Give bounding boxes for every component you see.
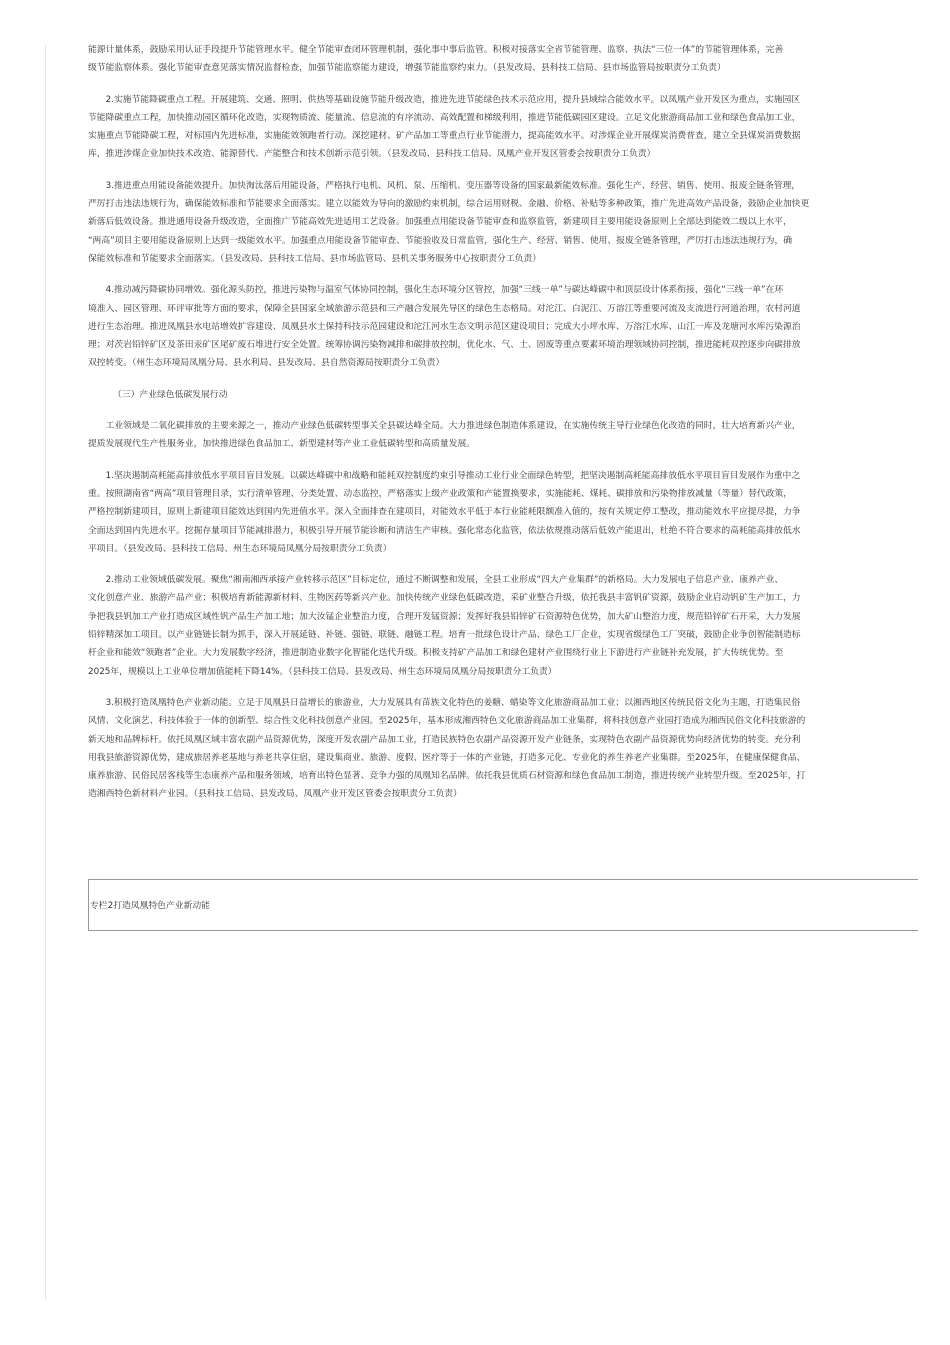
paragraph-item-2-energy-saving-projects: [88, 91, 906, 164]
text-line: 实施重点节能降碳工程，对标国内先进标准，实施能效领跑者行动。深挖建材、矿产品加工等重点行业节能潜力，提高能效水平。对涉煤企业开展煤炭消费普查，建立全县煤炭消费数据: [88, 131, 801, 142]
text-line: “两高”项目主要用能设备原则上达到一级能效水平。加强重点用能设备节能审查、节能验收及日常监管，强化生产、经营、销售、使用、报废全链条管理，严厉打击违法违规行为，确: [88, 235, 793, 246]
text-line: 境准入、园区管理、环评审批等方面的要求，保障全县国家全域旅游示范县和三产融合发展先导区的绿色生态格局。对沱江、白泥江、万溶江等重要河流及支流进行河道治理，农村河道: [88, 303, 801, 314]
text-line: 新天地和品牌标杆。依托凤凰区域丰富农副产品资源优势，深度开发农副产品加工业，打造民族特色农副产品资源开发产业链条，实现特色农副产品资源优势向经济优势的转变。充分利: [88, 734, 801, 745]
text-line: 用我县旅游资源优势，建成旅居养老基地与养老共享住宿，建设集商业、旅游、度假、医疗等于一体的产业链，打造多元化、专业化的养生养老产业集群。至2025年，在健康保健食品、: [88, 752, 806, 763]
page-left-rule: [45, 45, 46, 1300]
text-line: 进行生态治理。推进凤凰县水电站增效扩容建设、凤凰县水土保持科技示范园建设和沱江河水生态文明示范区建设项目；完成大小坪水库、万溶江水库、山江一库及龙塘河水库污染源治: [88, 321, 801, 332]
text-line: 2.推动工业领域低碳发展。聚焦“湘南湘西承接产业转移示范区”目标定位，通过不断调整和发展，全县工业形成“四大产业集群”的新格局。大力发展电子信息产业、康养产业、: [88, 575, 784, 586]
text-line: 重。按照湖南省“两高”项目管理目录，实行清单管理、分类处置、动态监控，严格落实上级产业政策和产能置换要求，实施能耗、煤耗、碳排放和污染物排放减量（等量）替代政策，: [88, 488, 793, 499]
text-line: 文化创意产业、旅游产品产业；积极培育新能源新材料、生物医药等新兴产业。加快传统产业绿色低碳改造，采矿业整合升级，依托我县丰富钒矿资源，鼓励企业启动钒矿生产加工，力: [88, 593, 801, 604]
text-line: 铅锌精深加工项目。以产业链链长制为抓手，深入开展延链、补链、强链、联链、融链工程。培育一批绿色设计产品、绿色工厂企业，实现省级绿色工厂突破，鼓励企业争创智能制造标: [88, 630, 801, 641]
text-line: 双控转变。（州生态环境局凤凰分局、县水利局、县发改局、县自然资源局按职责分工负责）: [88, 358, 445, 369]
text-line: 提质发展现代生产性服务业，加快推进绿色食品加工、新型建材等产业工业低碳转型和高质量发展。: [88, 439, 476, 450]
text-line: 严厉打击违法违规行为，确保能效标准和节能要求全面落实。建立以能效为导向的激励约束机制，综合运用财税、金融、价格、补贴等多种政策，推广先进高效产品设备，鼓励企业加快更: [88, 199, 810, 210]
section-heading: [88, 386, 906, 404]
section-heading-text: （三）产业绿色低碳发展行动: [113, 389, 228, 400]
text-line: 3.推进重点用能设备能效提升。加快淘汰落后用能设备，严格执行电机、风机、泵、压缩机、变压器等设备的国家最新能效标准。强化生产、经营、销售、使用、报废全链条管理，: [88, 180, 801, 191]
text-line: 级节能监察体系。强化节能审查意见落实情况监督检查，加强节能监察能力建设，增强节能监察约束力。（县发改局、县科技工信局、县市场监管局按职责分工负责）: [88, 63, 726, 74]
text-line: 康养旅游、民俗民居客栈等生态康养产品和服务领域，培育出特色显著、竞争力强的凤凰知名品牌。依托我县优质石材资源和绿色食品加工制造，推进传统产业转型升级。至2025年，打: [88, 771, 806, 782]
paragraph-item-3-special-industry: [88, 694, 906, 804]
text-line: 造湘西特色新材料产业园。（县科技工信局、县发改局、凤凰产业开发区管委会按职责分工负责）: [88, 789, 462, 800]
paragraph-item-4-pollution-carbon-synergy: [88, 281, 906, 372]
text-line: 1.坚决遏制高耗能高排放低水平项目盲目发展。以碳达峰碳中和战略和能耗双控制度约束引导推动工业行业全面绿色转型，把坚决遏制高耗能高排放低水平项目盲目发展作为重中之: [88, 470, 801, 481]
text-line: 严格控制新建项目，原则上新建项目能效达到国内先进值水平。深入全面排查在建项目，对能效水平低于本行业能耗限额准入值的，按有关规定停工整改，推动能效水平应提尽提，力争: [88, 507, 801, 518]
text-line: 理；对茨岩铅锌矿区及茶田汞矿区尾矿废石堆进行安全处置。统筹协调污染物减排和碳排放控制，优化水、气、土、固废等重点要素环境治理领域协同控制，推进能耗双控逐步向碳排放: [88, 340, 801, 351]
text-line: 新落后低效设备。推进通用设备升级改造，全面推广节能高效先进适用工艺设备。加强重点用能设备节能审查和监察监管，新建项目主要用能设备原则上全部达到能效二级以上水平，: [88, 217, 792, 228]
text-line: 杆企业和能效“领跑者”企业。大力发展数字经济，推进制造业数字化智能化迭代升级。积极支持矿产品加工和绿色建材产业围绕行业上下游进行产业链补充发展，扩大传统优势。至: [88, 648, 784, 659]
text-line: 库，推进涉煤企业加快技术改造、能源替代、产能整合和技术创新示范引领。（县发改局、县科技工信局、凤凰产业开发区管委会按职责分工负责）: [88, 149, 656, 160]
paragraph-item-2-industrial-low-carbon: [88, 571, 906, 681]
paragraph-industry-intro: [88, 417, 906, 454]
column-box: [88, 879, 918, 931]
text-line: 2.实施节能降碳重点工程。开展建筑、交通、照明、供热等基础设施节能升级改造，推进先进节能绿色技术示范应用，提升县域综合能效水平。以凤凰产业开发区为重点，实施园区: [88, 94, 801, 105]
text-line: 4.推动减污降碳协同增效。强化源头防控，推进污染物与温室气体协同控制，强化生态环境分区管控，加强“三线一单”与碳达峰碳中和顶层设计体系衔接，强化“三线一单”在环: [88, 285, 784, 296]
text-line: 能源计量体系，鼓励采用认证手段提升节能管理水平。健全节能审查闭环管理机制，强化事中事后监管。积极对接落实全省节能管理、监察、执法“三位一体”的节能管理体系，完善: [88, 45, 784, 55]
document-body: [88, 41, 906, 804]
paragraph-energy-metering: [88, 41, 906, 78]
text-line: 节能降碳重点工程，加快推动园区循环化改造，实现物质流、能量流、信息流的有序流动、高效配置和梯级利用，推进节能低碳园区建设。立足文化旅游商品加工业和绿色食品加工业，: [88, 112, 801, 123]
text-line: 争把我县钒加工产业打造成区域性钒产品生产加工地；加大汝锰企业整治力度，合理开发锰资源；发挥好我县铅锌矿石资源特色优势，加大矿山整治力度，规范铅锌矿石开采，大力发展: [88, 611, 801, 622]
column-box-title: 专栏2打造凤凰特色产业新动能: [90, 901, 210, 911]
text-line: 2025年，规模以上工业单位增加值能耗下降14%。（县科技工信局、县发改局、州生态环境局凤凰分局按职责分工负责）: [88, 666, 557, 677]
text-line: 平项目。（县发改局、县科技工信局、州生态环境局凤凰分局按职责分工负责）: [88, 543, 392, 554]
text-line: 风情、文化演艺、科技体验于一体的创新型、综合性文化科技创意产业园。至2025年，基本形成湘西特色文化旅游商品加工业集群，将科技创意产业园打造成为湘西民俗文化科技旅游的: [88, 716, 806, 727]
text-line: 工业领域是二氧化碳排放的主要来源之一，推动产业绿色低碳转型事关全县碳达峰全局。大力推进绿色制造体系建设，在实施传统主导行业绿色化改造的同时，壮大培育新兴产业，: [88, 421, 801, 432]
text-line: 全面达到国内先进水平。挖掘存量项目节能减排潜力，积极引导开展节能诊断和清洁生产审核。强化常态化监管，依法依规推动落后低效产能退出，杜绝不符合要求的高耗能高排放低水: [88, 525, 801, 536]
text-line: 3.积极打造凤凰特色产业新动能。立足于凤凰县日益增长的旅游业，大力发展具有苗族文化特色的姜糖、蜡染等文化旅游商品加工业；以湘西地区传统民俗文化为主题，打造集民俗: [88, 697, 801, 708]
text-line: 保能效标准和节能要求全面落实。（县发改局、县科技工信局、县市场监管局、县机关事务服务中心按职责分工负责）: [88, 253, 542, 264]
paragraph-item-1-curb-high-emission: [88, 467, 906, 558]
paragraph-item-3-equipment-efficiency: [88, 177, 906, 268]
